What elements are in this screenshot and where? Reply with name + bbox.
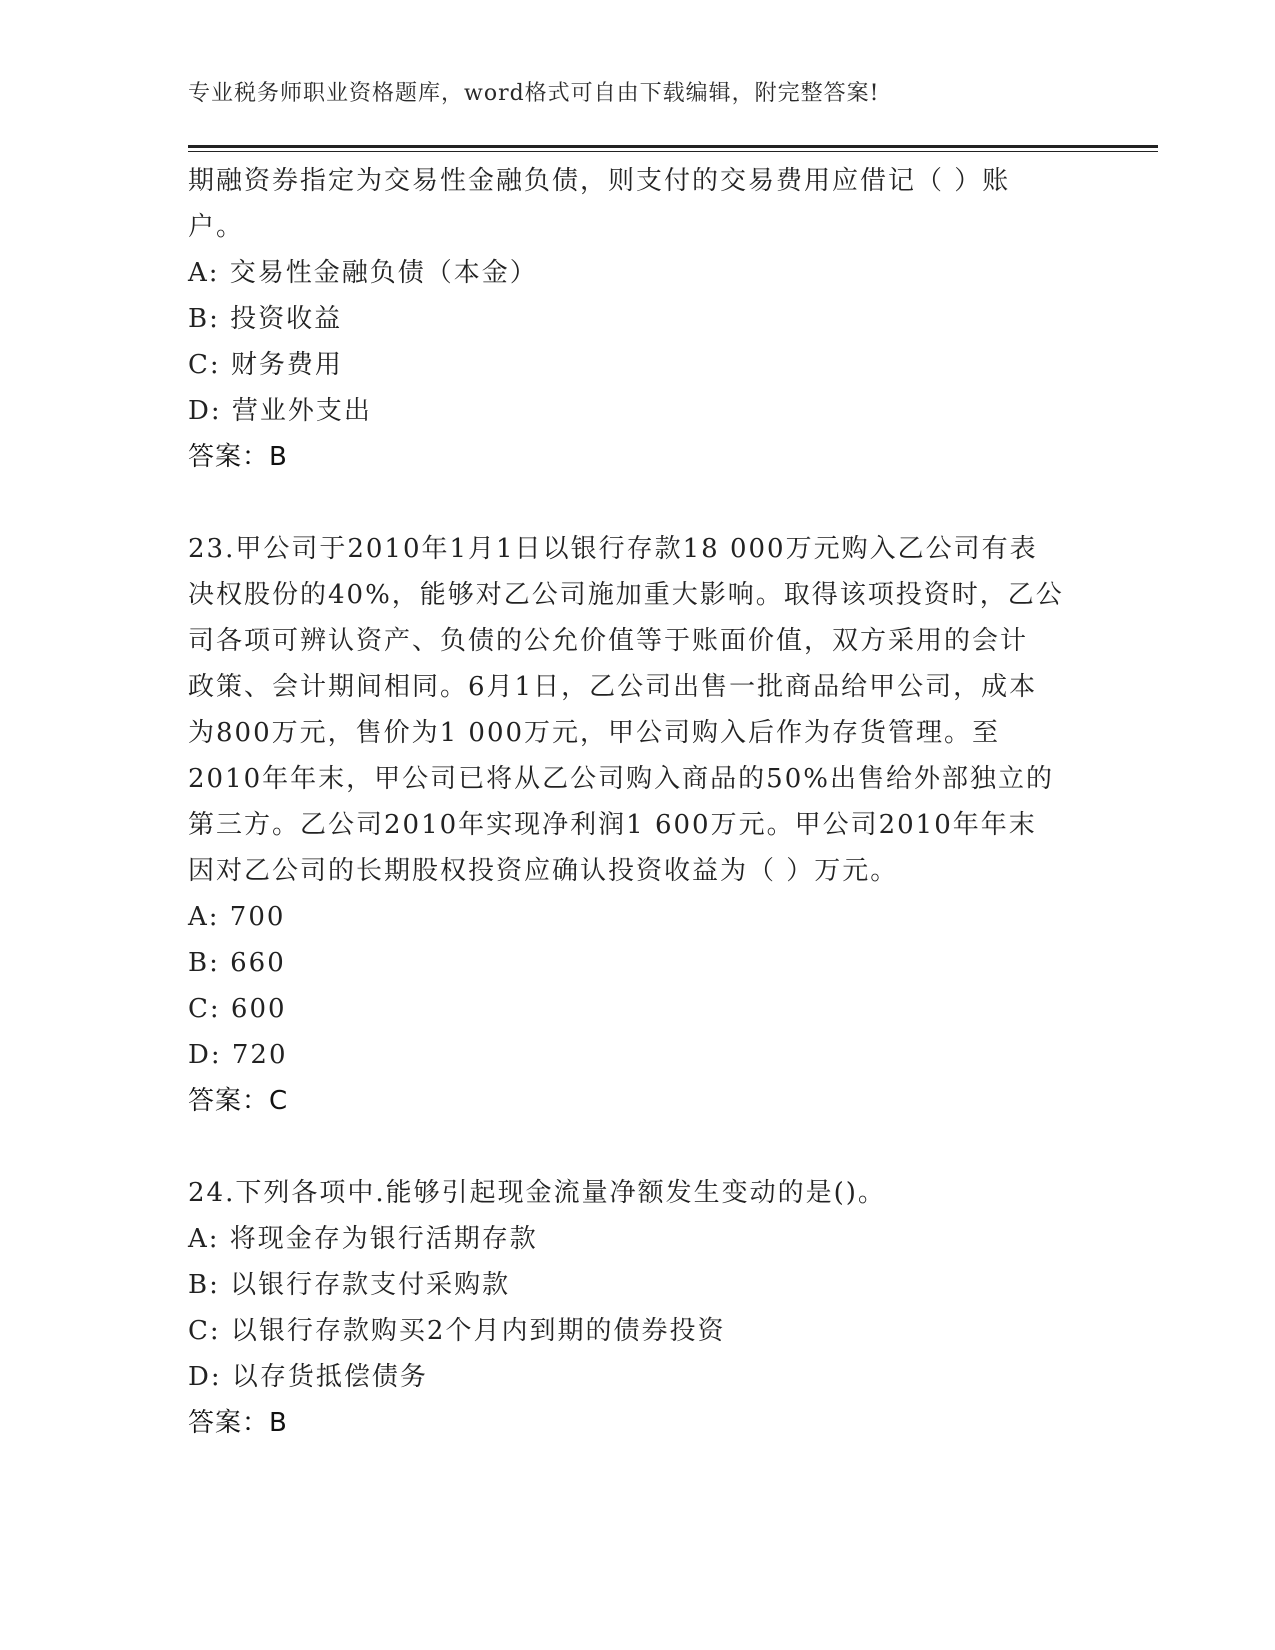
question-stem-line: 24.下列各项中.能够引起现金流量净额发生变动的是()。 xyxy=(188,1178,886,1208)
question-stem-line: 23.甲公司于2010年1月1日以银行存款18 000万元购入乙公司有表 xyxy=(188,534,1038,564)
page-header: 专业税务师职业资格题库，word格式可自由下载编辑，附完整答案! xyxy=(188,81,880,106)
question-23 xyxy=(188,526,1088,1124)
question-content xyxy=(188,158,1088,1446)
answer-line: 答案：C xyxy=(188,1086,289,1116)
question-stem-line: 决权股份的40%，能够对乙公司施加重大影响。取得该项投资时，乙公 xyxy=(188,580,1064,610)
header-rule-thin xyxy=(188,151,1158,152)
option-b: B: 投资收益 xyxy=(188,304,343,334)
option-d: D: 营业外支出 xyxy=(188,396,372,426)
option-d: D: 以存货抵偿债务 xyxy=(188,1362,428,1392)
option-b: B: 以银行存款支付采购款 xyxy=(188,1270,511,1300)
spacer xyxy=(188,480,1088,526)
option-c: C: 财务费用 xyxy=(188,350,343,380)
option-d: D: 720 xyxy=(188,1040,288,1070)
option-c: C: 600 xyxy=(188,994,287,1024)
question-stem-line: 期融资券指定为交易性金融负债，则支付的交易费用应借记（ ）账 xyxy=(188,166,1011,196)
question-stem-line: 户。 xyxy=(188,212,245,242)
option-a: A: 交易性金融负债（本金） xyxy=(188,258,538,288)
answer-line: 答案：B xyxy=(188,1408,288,1438)
option-a: A: 700 xyxy=(188,902,286,932)
header-rule-thick xyxy=(188,145,1158,148)
question-stem-line: 政策、会计期间相同。6月1日，乙公司出售一批商品给甲公司，成本 xyxy=(188,672,1038,702)
option-c: C: 以银行存款购买2个月内到期的债券投资 xyxy=(188,1316,726,1346)
question-stem-line: 司各项可辨认资产、负债的公允价值等于账面价值，双方采用的会计 xyxy=(188,626,1029,656)
question-stem-line: 因对乙公司的长期股权投资应确认投资收益为（ ）万元。 xyxy=(188,856,899,886)
spacer xyxy=(188,1124,1088,1170)
question-stem-line: 2010年年末，甲公司已将从乙公司购入商品的50%出售给外部独立的 xyxy=(188,764,1054,794)
answer-line: 答案：B xyxy=(188,442,288,472)
question-stem-line: 为800万元，售价为1 000万元，甲公司购入后作为存货管理。至 xyxy=(188,718,1001,748)
question-22 xyxy=(188,158,1088,480)
question-stem-line: 第三方。乙公司2010年实现净利润1 600万元。甲公司2010年年末 xyxy=(188,810,1037,840)
option-b: B: 660 xyxy=(188,948,286,978)
option-a: A: 将现金存为银行活期存款 xyxy=(188,1224,538,1254)
question-24 xyxy=(188,1170,1088,1446)
